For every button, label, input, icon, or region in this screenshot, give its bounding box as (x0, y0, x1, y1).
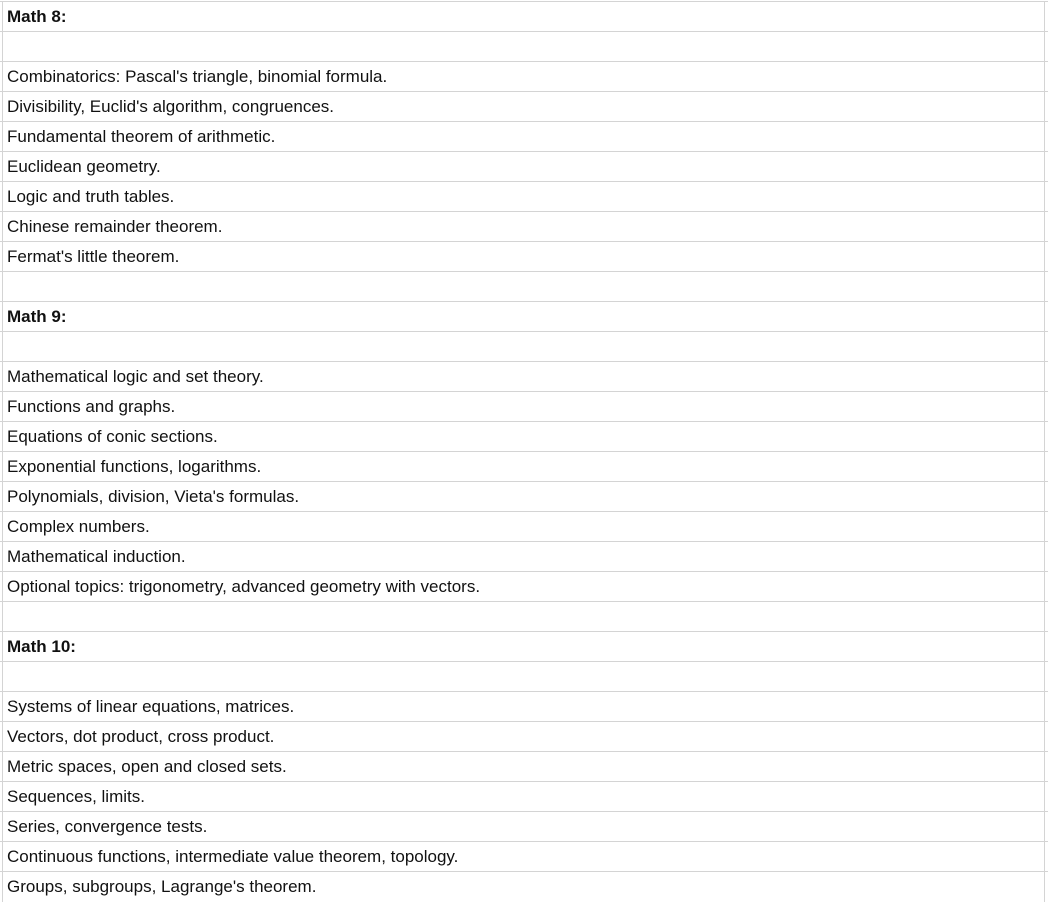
topic-cell[interactable]: Optional topics: trigonometry, advanced geometry with vectors. (2, 572, 1045, 602)
empty-cell[interactable] (2, 332, 1045, 362)
sheet-row (0, 1, 1048, 31)
topic-cell[interactable]: Complex numbers. (2, 512, 1045, 542)
sheet-row (0, 631, 1048, 661)
topic-cell[interactable]: Fermat's little theorem. (2, 242, 1045, 272)
empty-cell[interactable] (2, 602, 1045, 632)
sheet-row (0, 361, 1048, 391)
sheet-row (0, 481, 1048, 511)
section-heading-cell[interactable]: Math 8: (2, 2, 1045, 32)
sheet-row (0, 811, 1048, 841)
section-heading-cell[interactable]: Math 9: (2, 302, 1045, 332)
sheet-row (0, 121, 1048, 151)
sheet-row (0, 451, 1048, 481)
sheet-row (0, 91, 1048, 121)
sheet-row (0, 271, 1048, 301)
topic-cell[interactable]: Logic and truth tables. (2, 182, 1045, 212)
empty-cell[interactable] (2, 662, 1045, 692)
topic-cell[interactable]: Divisibility, Euclid's algorithm, congruences. (2, 92, 1045, 122)
sheet-row (0, 241, 1048, 271)
topic-cell[interactable]: Mathematical induction. (2, 542, 1045, 572)
topic-cell[interactable]: Sequences, limits. (2, 782, 1045, 812)
sheet-row (0, 301, 1048, 331)
sheet-row (0, 331, 1048, 361)
sheet-row (0, 391, 1048, 421)
topic-cell[interactable]: Equations of conic sections. (2, 422, 1045, 452)
topic-cell[interactable]: Polynomials, division, Vieta's formulas. (2, 482, 1045, 512)
topic-cell[interactable]: Functions and graphs. (2, 392, 1045, 422)
sheet-row (0, 571, 1048, 601)
empty-cell[interactable] (2, 32, 1045, 62)
topic-cell[interactable]: Combinatorics: Pascal's triangle, binomial formula. (2, 62, 1045, 92)
sheet-row (0, 781, 1048, 811)
topic-cell[interactable]: Continuous functions, intermediate value theorem, topology. (2, 842, 1045, 872)
topic-cell[interactable]: Groups, subgroups, Lagrange's theorem. (2, 872, 1045, 902)
section-heading-cell[interactable]: Math 10: (2, 632, 1045, 662)
sheet-row (0, 511, 1048, 541)
topic-cell[interactable]: Metric spaces, open and closed sets. (2, 752, 1045, 782)
topic-cell[interactable]: Systems of linear equations, matrices. (2, 692, 1045, 722)
sheet-row (0, 721, 1048, 751)
sheet-row (0, 421, 1048, 451)
sheet-row (0, 661, 1048, 691)
sheet-row (0, 601, 1048, 631)
sheet-row (0, 181, 1048, 211)
topic-cell[interactable]: Chinese remainder theorem. (2, 212, 1045, 242)
sheet-row (0, 871, 1048, 901)
sheet-row (0, 211, 1048, 241)
sheet-row (0, 691, 1048, 721)
topic-cell[interactable]: Vectors, dot product, cross product. (2, 722, 1045, 752)
sheet-row (0, 31, 1048, 61)
topic-cell[interactable]: Mathematical logic and set theory. (2, 362, 1045, 392)
sheet-row (0, 841, 1048, 871)
sheet-row (0, 541, 1048, 571)
topic-cell[interactable]: Euclidean geometry. (2, 152, 1045, 182)
topic-cell[interactable]: Exponential functions, logarithms. (2, 452, 1045, 482)
sheet-row (0, 61, 1048, 91)
sheet-row (0, 151, 1048, 181)
empty-cell[interactable] (2, 272, 1045, 302)
sheet-row (0, 751, 1048, 781)
topic-cell[interactable]: Series, convergence tests. (2, 812, 1045, 842)
topic-cell[interactable]: Fundamental theorem of arithmetic. (2, 122, 1045, 152)
